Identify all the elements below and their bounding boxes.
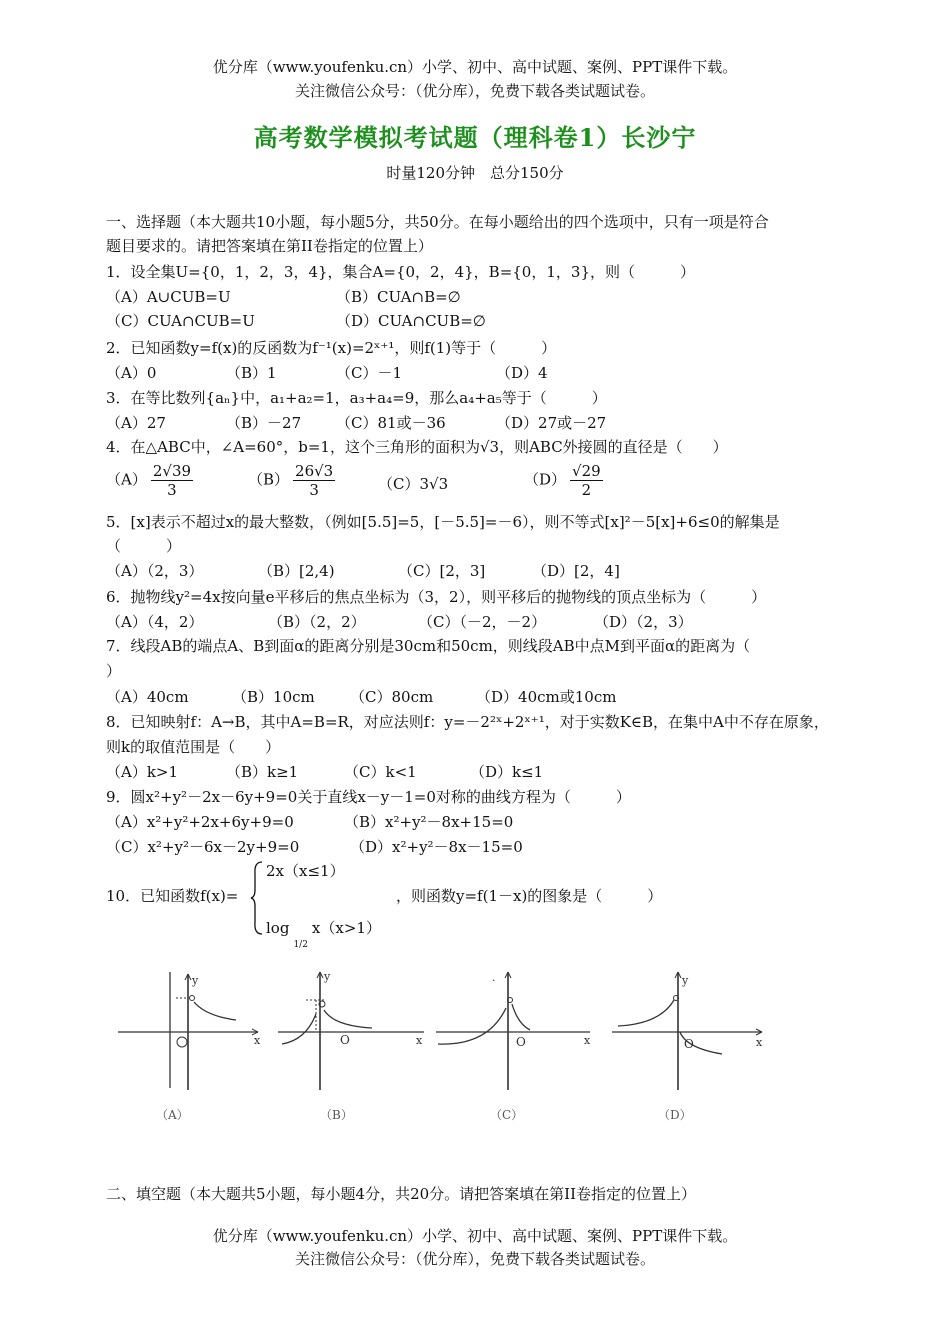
header-line-2: 关注微信公众号：（优分库），免费下载各类试题试卷。 xyxy=(294,82,655,100)
q10-graph-c xyxy=(434,968,594,1094)
q4-option-a-fraction xyxy=(151,462,193,499)
q4-option-c: （C）3√3 xyxy=(378,475,449,493)
q8-option-c: （C）k<1 xyxy=(344,763,417,781)
q4-option-a xyxy=(106,462,197,499)
q9-option-d: （D）x²+y²－8x－15=0 xyxy=(350,838,523,856)
q9-stem: 9．圆x²+y²－2x－6y+9=0关于直线x－y－1=0对称的曲线方程为（ ） xyxy=(106,788,631,806)
q3-option-c: （C）81或－36 xyxy=(336,414,446,432)
q10-graph-d xyxy=(610,968,770,1094)
svg-text:x: x xyxy=(584,1034,591,1047)
q4-option-b-denominator: 3 xyxy=(309,481,319,499)
q10-case-2-log: log xyxy=(266,919,290,937)
q10-case-1: 2x（x≤1） xyxy=(266,862,345,880)
footer-line-2: 关注微信公众号：（优分库），免费下载各类试题试卷。 xyxy=(294,1250,655,1268)
header-line-1: 优分库（www.youfenku.cn）小学、初中、高中试题、案例、PPT课件下载。 xyxy=(212,58,738,76)
q4-option-d xyxy=(524,462,607,499)
q4-option-d-denominator: 2 xyxy=(581,481,592,499)
q3-option-b: （B）－27 xyxy=(226,414,302,432)
svg-text:x: x xyxy=(254,1034,261,1047)
q10-case-2 xyxy=(266,917,381,950)
q6-option-b: （B）（2，2） xyxy=(268,613,366,631)
q7-option-c: （C）80cm xyxy=(350,688,434,706)
q2-option-d: （D）4 xyxy=(496,364,548,382)
q5-option-b: （B）[2,4) xyxy=(258,562,335,580)
q10-graph-d-label: （D） xyxy=(658,1108,692,1122)
q2-option-b: （B）1 xyxy=(226,364,277,382)
q4-option-b-fraction xyxy=(293,462,335,499)
q1-stem: 1．设全集U={0，1，2，3，4}，集合A={0，2，4}，B={0，1，3}，则（ ） xyxy=(106,263,695,281)
q5-stem-2: （ ） xyxy=(106,537,182,555)
q4-option-b-label: （B） xyxy=(248,470,290,489)
q6-option-c: （C）（－2，－2） xyxy=(418,613,547,631)
section1-intro-2: 题目要求的。请把答案填在第II卷指定的位置上） xyxy=(106,237,433,255)
q7-option-a: （A）40cm xyxy=(106,688,189,706)
svg-text:y: y xyxy=(192,974,199,987)
q5-option-a: （A）（2，3） xyxy=(106,562,204,580)
q8-option-a: （A）k>1 xyxy=(106,763,179,781)
q4-option-b-numerator: 26√3 xyxy=(295,462,334,480)
q10-graph-b xyxy=(276,968,426,1094)
svg-text:·: · xyxy=(492,974,496,987)
q5-option-c: （C）[2，3] xyxy=(398,562,486,580)
q3-option-a: （A）27 xyxy=(106,414,166,432)
q10-graph-a xyxy=(116,968,266,1094)
footer-line-1: 优分库（www.youfenku.cn）小学、初中、高中试题、案例、PPT课件下载。 xyxy=(212,1227,738,1245)
page-title: 高考数学模拟考试题（理科卷1）长沙宁 xyxy=(253,123,697,152)
q9-option-b: （B）x²+y²－8x+15=0 xyxy=(344,813,514,831)
q4-option-d-fraction xyxy=(570,462,603,499)
q10-brace xyxy=(250,860,264,936)
q7-stem-2: ） xyxy=(106,662,122,680)
q3-stem: 3．在等比数列{aₙ}中，a₁+a₂=1，a₃+a₄=9，那么a₄+a₅等于（ ） xyxy=(106,389,607,407)
q8-option-d: （D）k≤1 xyxy=(470,763,544,781)
q10-graph-c-label: （C） xyxy=(490,1108,524,1122)
q4-option-b xyxy=(248,462,339,499)
section2-intro: 二、填空题（本大题共5小题，每小题4分，共20分。请把答案填在第II卷指定的位置上） xyxy=(106,1185,697,1203)
q4-option-d-label: （D） xyxy=(524,470,567,489)
q4-option-d-numerator: √29 xyxy=(572,462,601,480)
q2-option-a: （A）0 xyxy=(106,364,157,382)
svg-text:O: O xyxy=(684,1037,694,1051)
q10-stem-left: 10．已知函数f(x)= xyxy=(106,887,239,905)
svg-text:y: y xyxy=(682,974,689,987)
q9-option-c: （C）x²+y²－6x－2y+9=0 xyxy=(106,838,300,856)
q4-stem: 4．在△ABC中，∠A=60°，b=1，这个三角形的面积为√3，则ABC外接圆的直径是（ ） xyxy=(106,438,728,456)
q10-case-2-base: 1/2 xyxy=(293,940,308,950)
q3-option-d: （D）27或－27 xyxy=(496,414,607,432)
q1-option-d: （D）CUA∩CUB=∅ xyxy=(336,312,486,330)
q10-graph-a-label: （A） xyxy=(156,1108,189,1122)
q8-stem-1: 8．已知映射f：A→B，其中A=B=R，对应法则f：y=－2²ˣ+2ˣ⁺¹，对于实数K∈B，在集中A中不存在原象， xyxy=(106,713,829,731)
q1-option-b: （B）CUA∩B=∅ xyxy=(336,288,461,306)
q7-option-b: （B）10cm xyxy=(232,688,315,706)
q5-option-d: （D）[2，4] xyxy=(532,562,620,580)
q4-option-a-numerator: 2√39 xyxy=(152,462,192,480)
q6-option-d: （D）（2，3） xyxy=(594,613,693,631)
svg-text:O: O xyxy=(516,1035,526,1049)
q8-option-b: （B）k≥1 xyxy=(226,763,299,781)
svg-text:y: y xyxy=(324,970,331,983)
q10-case-2-rest: x（x>1） xyxy=(311,919,381,937)
q7-option-d: （D）40cm或10cm xyxy=(476,688,617,706)
q4-option-a-denominator: 3 xyxy=(167,481,177,499)
q1-option-c: （C）CUA∩CUB=U xyxy=(106,312,255,330)
q6-stem: 6．抛物线y²=4x按向量e平移后的焦点坐标为（3，2），则平移后的抛物线的顶点坐标为（ ） xyxy=(106,588,767,606)
page-subtitle: 时量120分钟 总分150分 xyxy=(386,164,564,182)
svg-text:x: x xyxy=(756,1036,763,1049)
svg-text:x: x xyxy=(416,1034,423,1047)
q2-stem: 2．已知函数y=f(x)的反函数为f⁻¹(x)=2ˣ⁺¹，则f(1)等于（ ） xyxy=(106,339,557,357)
q1-option-a: （A）A∪CUB=U xyxy=(106,288,231,306)
q4-option-a-label: （A） xyxy=(106,470,147,489)
svg-text:O: O xyxy=(340,1033,350,1047)
q9-option-a: （A）x²+y²+2x+6y+9=0 xyxy=(106,813,294,831)
q8-stem-2: 则k的取值范围是（ ） xyxy=(106,738,281,756)
q7-stem-1: 7．线段AB的端点A、B到面α的距离分别是30cm和50cm，则线段AB中点M到平面α的距离为（ xyxy=(106,637,751,655)
q10-stem-right: ，则函数y=f(1－x)的图象是（ ） xyxy=(396,887,663,905)
q6-option-a: （A）（4，2） xyxy=(106,613,204,631)
section1-intro-1: 一、选择题（本大题共10小题，每小题5分，共50分。在每小题给出的四个选项中，只有一项是符合 xyxy=(106,213,769,231)
q10-graph-b-label: （B） xyxy=(320,1108,353,1122)
q5-stem-1: 5．[x]表示不超过x的最大整数，（例如[5.5]=5，[－5.5]=－6），则不等式[x]²－5[x]+6≤0的解集是 xyxy=(106,513,780,531)
q2-option-c: （C）－1 xyxy=(336,364,403,382)
